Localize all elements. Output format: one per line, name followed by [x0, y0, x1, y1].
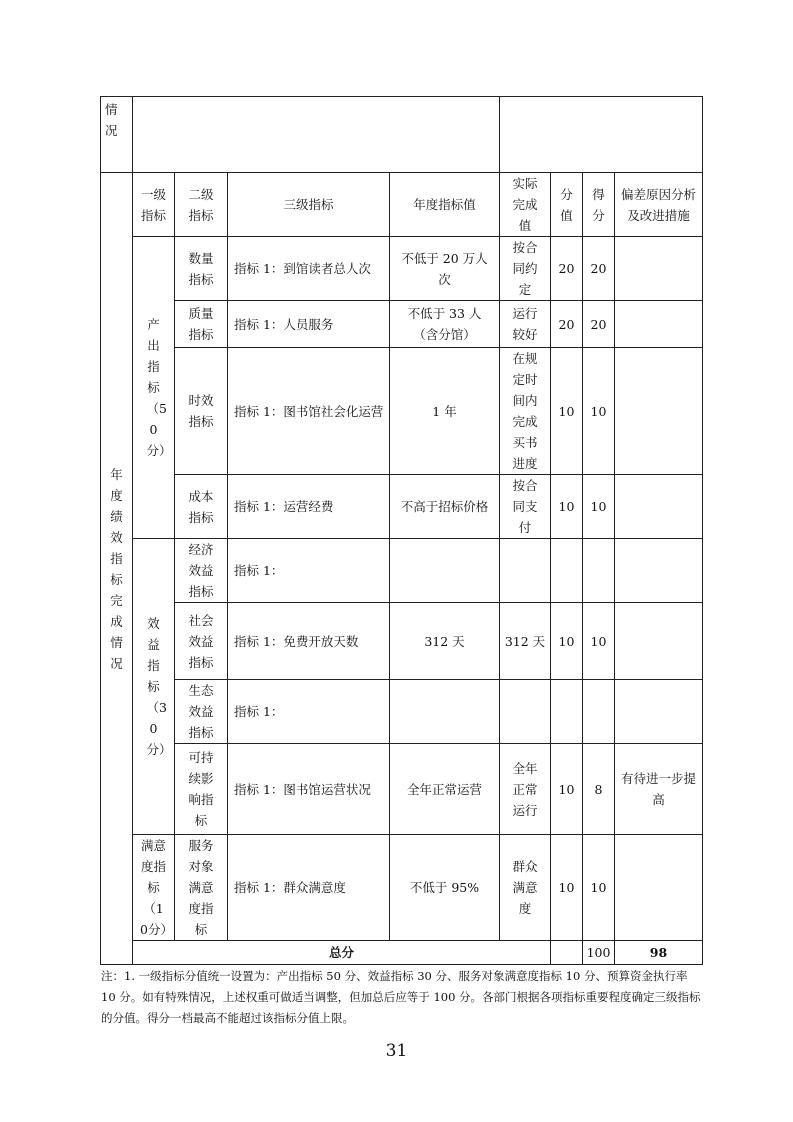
header-level1: 一级指标 — [133, 173, 175, 237]
level2-cell: 质量指标 — [175, 301, 228, 348]
situation-content-cell — [133, 97, 500, 173]
actual-cell: 全年正常运行 — [500, 744, 551, 835]
score-cell: 8 — [583, 744, 615, 835]
score-cell: 20 — [583, 237, 615, 301]
score-cell — [583, 680, 615, 744]
target-cell: 不低于 33 人（含分馆） — [390, 301, 500, 348]
level3-cell: 指标 1：群众满意度 — [228, 835, 390, 941]
value-cell: 10 — [551, 475, 583, 539]
table-row — [101, 237, 703, 301]
level2-cell: 经济效益指标 — [175, 539, 228, 603]
table-row — [101, 835, 703, 941]
table-row — [101, 603, 703, 680]
deviation-cell — [615, 475, 703, 539]
header-actual: 实际完成值 — [500, 173, 551, 237]
target-cell: 312 天 — [390, 603, 500, 680]
table-row — [101, 301, 703, 348]
actual-cell: 按合同约定 — [500, 237, 551, 301]
table-row — [101, 475, 703, 539]
value-cell — [551, 539, 583, 603]
header-score-got: 得分 — [583, 173, 615, 237]
total-row — [101, 941, 703, 965]
level2-cell: 时效指标 — [175, 348, 228, 475]
score-cell: 10 — [583, 603, 615, 680]
level3-cell: 指标 1： — [228, 539, 390, 603]
group-satisfaction: 满意度指标（10分） — [133, 835, 175, 941]
deviation-cell — [615, 348, 703, 475]
level3-cell: 指标 1：免费开放天数 — [228, 603, 390, 680]
header-score-value: 分值 — [551, 173, 583, 237]
deviation-cell — [615, 680, 703, 744]
performance-table — [100, 96, 703, 965]
situation-label: 情况 — [105, 102, 118, 138]
deviation-cell — [615, 237, 703, 301]
header-deviation: 偏差原因分析及改进措施 — [615, 173, 703, 237]
level3-cell: 指标 1：人员服务 — [228, 301, 390, 348]
level2-cell: 服务对象满意度指标 — [175, 835, 228, 941]
total-value: 100 — [583, 941, 615, 965]
value-cell: 20 — [551, 301, 583, 348]
actual-cell — [500, 680, 551, 744]
level3-cell: 指标 1：到馆读者总人次 — [228, 237, 390, 301]
value-cell: 10 — [551, 603, 583, 680]
total-label: 总分 — [133, 941, 551, 965]
group-output: 产出指标（50分） — [133, 237, 175, 539]
header-level3: 三级指标 — [228, 173, 390, 237]
level2-cell: 成本指标 — [175, 475, 228, 539]
deviation-cell — [615, 603, 703, 680]
header-annual-target: 年度指标值 — [390, 173, 500, 237]
situation-label-cell — [101, 97, 133, 173]
level2-cell: 生态效益指标 — [175, 680, 228, 744]
group-benefit: 效益指标（30分） — [133, 539, 175, 835]
section-label-cell — [101, 173, 133, 965]
header-level2: 二级指标 — [175, 173, 228, 237]
level2-cell: 社会效益指标 — [175, 603, 228, 680]
level3-cell: 指标 1：图书馆运营状况 — [228, 744, 390, 835]
table-row — [101, 680, 703, 744]
table-row — [101, 744, 703, 835]
section-label: 年度绩效指标完成情况 — [110, 466, 123, 671]
value-cell: 10 — [551, 835, 583, 941]
table-row — [101, 348, 703, 475]
table-row — [101, 539, 703, 603]
value-cell — [551, 680, 583, 744]
level3-cell: 指标 1：运营经费 — [228, 475, 390, 539]
value-cell: 10 — [551, 744, 583, 835]
target-cell: 1 年 — [390, 348, 500, 475]
actual-cell — [500, 539, 551, 603]
value-cell: 20 — [551, 237, 583, 301]
target-cell: 不低于 20 万人次 — [390, 237, 500, 301]
footnote: 注：1. 一级指标分值统一设置为：产出指标 50 分、效益指标 30 分、服务对象满意度指标 10 分、预算资金执行率 10 分。如有特殊情况，上述权重可做适当调整，但加总后应等于 100 分。各部门根据各项指标重要程度确定三级指标的分值。得分一档最高不能超过该指标分值上限。 — [101, 969, 701, 1025]
deviation-cell — [615, 539, 703, 603]
page-number: 31 — [385, 1041, 408, 1061]
actual-cell: 群众满意度 — [500, 835, 551, 941]
total-score: 98 — [615, 941, 703, 965]
deviation-cell — [615, 301, 703, 348]
level2-cell: 数量指标 — [175, 237, 228, 301]
actual-cell: 在规定时间内完成买书进度 — [500, 348, 551, 475]
total-actual — [551, 941, 583, 965]
deviation-cell: 有待进一步提高 — [615, 744, 703, 835]
level2-cell: 可持续影响指标 — [175, 744, 228, 835]
score-cell: 10 — [583, 475, 615, 539]
target-cell — [390, 539, 500, 603]
score-cell: 10 — [583, 348, 615, 475]
actual-cell: 按合同支付 — [500, 475, 551, 539]
target-cell — [390, 680, 500, 744]
actual-cell: 运行较好 — [500, 301, 551, 348]
target-cell: 不高于招标价格 — [390, 475, 500, 539]
deviation-cell — [615, 835, 703, 941]
target-cell: 不低于 95% — [390, 835, 500, 941]
score-cell: 20 — [583, 301, 615, 348]
actual-cell: 312 天 — [500, 603, 551, 680]
level3-cell: 指标 1：图书馆社会化运营 — [228, 348, 390, 475]
situation-extra-cell — [500, 97, 703, 173]
level3-cell: 指标 1： — [228, 680, 390, 744]
score-cell: 10 — [583, 835, 615, 941]
target-cell: 全年正常运营 — [390, 744, 500, 835]
score-cell — [583, 539, 615, 603]
value-cell: 10 — [551, 348, 583, 475]
